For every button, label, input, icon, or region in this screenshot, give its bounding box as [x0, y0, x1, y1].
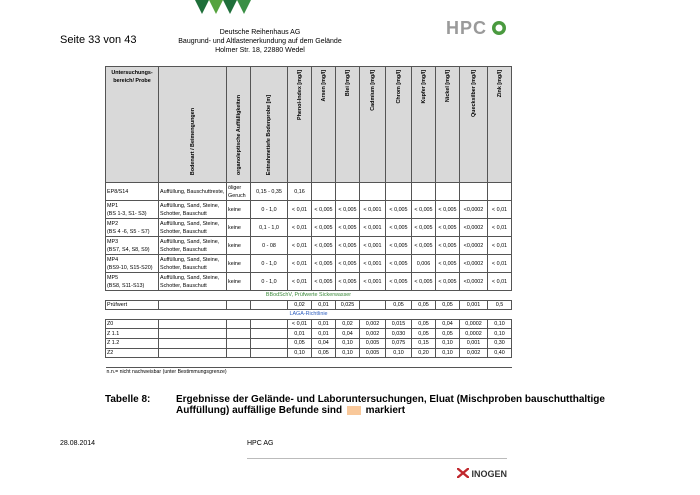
table-cell: 0,05	[412, 300, 436, 310]
table-cell: 0,01	[312, 329, 336, 339]
table-cell	[412, 183, 436, 201]
table-cell	[227, 329, 251, 339]
table-cell: 0,02	[336, 319, 360, 329]
table-cell: 0,04	[312, 338, 336, 348]
table-cell: 0,5	[488, 300, 512, 310]
table-cell: 0 - 08	[251, 237, 288, 255]
table-cell: < 0,01	[288, 255, 312, 273]
caption-body: Ergebnisse der Gelände- und Laboruntersuchungen, Eluat (Mischproben bauschutthaltige Auffüllung) auffällige Befunde sind	[176, 394, 605, 416]
table-cell: 0,10	[288, 348, 312, 358]
table-cell: 0,30	[488, 338, 512, 348]
column-header: Chrom [mg/l]	[386, 67, 412, 183]
table-cell: 0,01	[312, 319, 336, 329]
table-cell: 0,002	[360, 319, 386, 329]
table-cell: 0,15	[412, 338, 436, 348]
table-cell: Z 1.1	[106, 329, 159, 339]
top-logo	[195, 0, 265, 16]
table-cell: keine	[227, 201, 251, 219]
table-cell	[227, 319, 251, 329]
column-header: Nickel [mg/l]	[436, 67, 460, 183]
table-cell: < 0,001	[360, 255, 386, 273]
hpc-logo-text: HPC	[446, 18, 488, 38]
table-cell	[360, 183, 386, 201]
table-cell: 0,015	[386, 319, 412, 329]
table-cell: <0,0002	[460, 255, 488, 273]
table-cell	[360, 300, 386, 310]
table-cell: < 0,01	[488, 201, 512, 219]
table-row	[106, 338, 512, 348]
header-company: Deutsche Reihenhaus AG	[219, 29, 301, 36]
results-table	[105, 66, 511, 377]
table-cell: Z 1.2	[106, 338, 159, 348]
table-cell: Auffüllung, Sand, Steine, Schotter, Bauschutt	[159, 273, 227, 291]
table-cell: Z0	[106, 319, 159, 329]
header-address: Holmer Str. 18, 22880 Wedel	[215, 47, 305, 54]
table-row	[106, 329, 512, 339]
table-cell: Auffüllung, Sand, Steine, Schotter, Bauschutt	[159, 237, 227, 255]
table-row	[106, 300, 512, 310]
table-cell: 0 - 1,0	[251, 201, 288, 219]
table-cell	[251, 338, 288, 348]
table-cell: 0,01	[312, 300, 336, 310]
table-cell: öliger Geruch	[227, 183, 251, 201]
table-row	[106, 219, 512, 237]
table-cell: 0,001	[460, 338, 488, 348]
table-cell: < 0,005	[386, 273, 412, 291]
table-cell: < 0,01	[288, 201, 312, 219]
table-cell: 0,05	[288, 338, 312, 348]
page-number: Seite 33 von 43	[60, 34, 137, 46]
table-cell: < 0,001	[360, 273, 386, 291]
table-cell: < 0,005	[412, 219, 436, 237]
table-cell: Z2	[106, 348, 159, 358]
table-cell: < 0,001	[360, 219, 386, 237]
table-cell: 0,05	[386, 300, 412, 310]
table-row	[106, 273, 512, 291]
table-cell	[227, 300, 251, 310]
table-row	[106, 255, 512, 273]
table-cell: 0,05	[436, 300, 460, 310]
table-cell: < 0,005	[386, 255, 412, 273]
table-note: BBodSchV, Prüfwerte Sickerwasser	[265, 292, 352, 299]
table-cell: < 0,005	[412, 273, 436, 291]
table-cell: 0,030	[386, 329, 412, 339]
table-cell: 0,04	[436, 319, 460, 329]
table-cell: 0,10	[336, 338, 360, 348]
inogen-logo	[457, 468, 507, 479]
column-header: Phenol-Index [mg/l]	[288, 67, 312, 183]
table-cell: 0,025	[336, 300, 360, 310]
table-cell: < 0,001	[360, 201, 386, 219]
table-cell: < 0,005	[312, 201, 336, 219]
table-footnote-row	[106, 368, 512, 377]
table-cell: < 0,005	[336, 219, 360, 237]
table-cell	[460, 183, 488, 201]
table-cell: keine	[227, 273, 251, 291]
table-note: LAGA-Richtlinie	[289, 311, 328, 318]
table-row	[106, 237, 512, 255]
table-cell: < 0,005	[386, 237, 412, 255]
table-cell	[159, 319, 227, 329]
table-cell: 0 - 1,0	[251, 255, 288, 273]
table-cell: MP3 (BS7, S4, S8, S9)	[106, 237, 159, 255]
footer-company: HPC AG	[247, 440, 274, 447]
table-cell: 0,002	[460, 348, 488, 358]
table-row	[106, 348, 512, 358]
footer-divider	[247, 458, 507, 459]
inogen-text: INOGEN	[471, 469, 508, 479]
table-cell: < 0,01	[488, 255, 512, 273]
table-cell: < 0,005	[336, 237, 360, 255]
table-cell: < 0,01	[288, 237, 312, 255]
table-cell: < 0,01	[488, 273, 512, 291]
table-cell: MP2 (BS 4 -6, S5 - S7)	[106, 219, 159, 237]
column-header: Quecksilber [mg/l]	[460, 67, 488, 183]
table-cell	[386, 183, 412, 201]
table-cell: 0,001	[460, 300, 488, 310]
table-row	[106, 183, 512, 201]
table-cell: 0,075	[386, 338, 412, 348]
table-cell: 0,20	[412, 348, 436, 358]
table-cell: MP4 (BS9-10, S15-S20)	[106, 255, 159, 273]
table-cell	[436, 183, 460, 201]
table-row	[106, 319, 512, 329]
table-cell	[159, 348, 227, 358]
column-header: Zink [mg/l]	[488, 67, 512, 183]
table-cell: 0,005	[360, 338, 386, 348]
table-cell: Auffüllung, Sand, Steine, Schotter, Bauschutt	[159, 219, 227, 237]
table-cell: <0,0002	[460, 273, 488, 291]
table-cell: keine	[227, 237, 251, 255]
table-note-row	[106, 291, 512, 301]
table-cell: < 0,005	[436, 255, 460, 273]
table-row	[106, 201, 512, 219]
table-cell: < 0,01	[288, 273, 312, 291]
table-cell: < 0,01	[288, 319, 312, 329]
table-cell: 0,10	[436, 338, 460, 348]
table-cell: 0,01	[288, 329, 312, 339]
table-cell: < 0,01	[288, 219, 312, 237]
table-cell: 0 - 1,0	[251, 273, 288, 291]
caption-label: Tabelle 8:	[105, 394, 151, 405]
column-header: Arsen [mg/l]	[312, 67, 336, 183]
table-cell: Prüfwert	[106, 300, 159, 310]
table-cell	[312, 183, 336, 201]
table-cell	[159, 338, 227, 348]
caption-text	[176, 394, 636, 416]
table-cell: < 0,005	[312, 219, 336, 237]
table-cell: 0,002	[360, 329, 386, 339]
table-cell: MP5 (BS8, S11-S13)	[106, 273, 159, 291]
column-header: Blei [mg/l]	[336, 67, 360, 183]
table-cell: MP1 (BS 1-3, S1- S3)	[106, 201, 159, 219]
table-cell: 0,05	[412, 319, 436, 329]
table-note-row	[106, 310, 512, 320]
table-cell: 0,05	[436, 329, 460, 339]
table-cell: < 0,005	[312, 255, 336, 273]
table-cell: 0,006	[412, 255, 436, 273]
table-cell: < 0,005	[412, 237, 436, 255]
table-cell: Auffüllung, Bauschuttreste,	[159, 183, 227, 201]
table-cell: 0,05	[312, 348, 336, 358]
column-header: Entnahmetiefe Bodenprobe [m]	[251, 67, 288, 183]
table-cell: < 0,005	[386, 201, 412, 219]
column-header: Bodenart / Beimengungen	[159, 67, 227, 183]
column-header: Cadmium [mg/l]	[360, 67, 386, 183]
table-cell	[251, 329, 288, 339]
table-cell	[159, 329, 227, 339]
table-cell: keine	[227, 255, 251, 273]
table-cell: <0,0002	[460, 237, 488, 255]
footer-date: 28.08.2014	[60, 440, 96, 447]
table-cell	[227, 338, 251, 348]
table-cell: 0,10	[386, 348, 412, 358]
table-cell	[159, 300, 227, 310]
table-cell: < 0,01	[488, 219, 512, 237]
table-cell: < 0,001	[360, 237, 386, 255]
table-cell: < 0,005	[336, 201, 360, 219]
table-cell	[488, 183, 512, 201]
table-cell: < 0,005	[386, 219, 412, 237]
table-cell	[227, 348, 251, 358]
table-cell: 0,04	[336, 329, 360, 339]
header-project: Baugrund- und Altlastenerkundung auf dem Gelände	[178, 38, 342, 45]
table-cell: 0,02	[288, 300, 312, 310]
table-cell	[251, 348, 288, 358]
table-cell: 0,10	[488, 329, 512, 339]
caption-suffix: markiert	[365, 405, 406, 416]
table-cell: < 0,005	[436, 201, 460, 219]
table-footnote: n.n.= nicht nachweisbar (unter Bestimmungsgrenze)	[106, 369, 227, 376]
table-cell: 0,40	[488, 348, 512, 358]
table-cell: 0,005	[360, 348, 386, 358]
table-header-row	[106, 67, 512, 183]
table-spacer	[106, 358, 512, 368]
hpc-logo-mark	[491, 20, 507, 36]
table-cell: keine	[227, 219, 251, 237]
table-cell: 0,15 - 0,35	[251, 183, 288, 201]
table-body	[106, 183, 512, 377]
table-cell: 0,0002	[460, 319, 488, 329]
table-cell: EP8/S14	[106, 183, 159, 201]
hpc-logo	[446, 18, 508, 40]
table-cell: 0,10	[436, 348, 460, 358]
table-cell: 0,10	[488, 319, 512, 329]
table-cell	[251, 319, 288, 329]
table-cell: 0,16	[288, 183, 312, 201]
table-cell	[251, 300, 288, 310]
table-cell	[336, 183, 360, 201]
table-cell: < 0,005	[312, 273, 336, 291]
table-cell: < 0,005	[436, 237, 460, 255]
table-cell: < 0,005	[436, 219, 460, 237]
inogen-mark-icon	[457, 468, 469, 478]
highlight-swatch	[347, 406, 361, 415]
table-cell: <0,0002	[460, 201, 488, 219]
table-cell: <0,0002	[460, 219, 488, 237]
column-header: Untersuchungs- bereich/ Probe	[106, 67, 159, 183]
table-cell: < 0,005	[336, 255, 360, 273]
table-cell: < 0,005	[312, 237, 336, 255]
table-cell: Auffüllung, Sand, Steine, Schotter, Bauschutt	[159, 201, 227, 219]
table-cell: 0,0002	[460, 329, 488, 339]
table-cell: < 0,005	[412, 201, 436, 219]
column-header: Kupfer [mg/l]	[412, 67, 436, 183]
table-cell: < 0,005	[336, 273, 360, 291]
table-cell: < 0,005	[436, 273, 460, 291]
table-cell: < 0,01	[488, 237, 512, 255]
table-cell: 0,05	[412, 329, 436, 339]
spacer-cell	[106, 358, 512, 368]
table-cell: 0,10	[336, 348, 360, 358]
table-cell: 0,1 - 1,0	[251, 219, 288, 237]
table-cell: Auffüllung, Sand, Steine, Schotter, Bauschutt	[159, 255, 227, 273]
column-header: organoleptische Auffälligkeiten	[227, 67, 251, 183]
